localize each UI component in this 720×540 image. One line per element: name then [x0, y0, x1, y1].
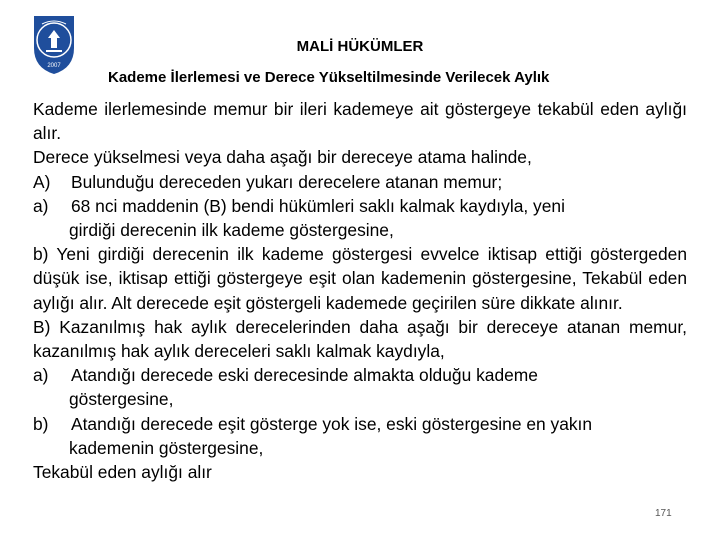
list-item-b-lower: b) Yeni girdiği derecenin ilk kademe göstergesi evvelce iktisap ettiği göstergeden düşük ise, iktisap ettiği göstergeye eşit olan kademenin göstergesine, Tekabül eden aylığı alır. Alt derecede eşit göstergeli kademede geçirilen süre dikkate alınır. [33, 244, 687, 313]
list-continuation: göstergesine, [69, 389, 174, 410]
list-continuation: kademenin göstergesine, [69, 437, 264, 458]
list-item-a-lower [33, 194, 687, 218]
list-text: Atandığı derecede eşit gösterge yok ise, eski göstergesine en yakın [71, 413, 593, 434]
page-number: 171 [655, 508, 672, 519]
list-item-a-upper [33, 170, 687, 194]
list-continuation: girdiği derecenin ilk kademe göstergesine, [69, 220, 394, 241]
list-item-b-a [33, 363, 687, 387]
list-text: Bulunduğu dereceden yukarı derecelere atanan memur; [71, 171, 503, 192]
list-label: b) [33, 413, 49, 434]
list-text: Atandığı derecede eski derecesinde almakta olduğu kademe [71, 365, 538, 386]
list-label: a) [33, 195, 49, 216]
document-body [33, 97, 687, 484]
paragraph-derece: Derece yükselmesi veya daha aşağı bir dereceye atama halinde, [33, 147, 532, 168]
list-item-b-upper: B) Kazanılmış hak aylık derecelerinden daha aşağı bir dereceye atanan memur, kazanılmış hak aylık dereceleri saklı kalmak kaydıyla, [33, 316, 687, 362]
list-label: a) [33, 365, 49, 386]
list-text: 68 nci maddenin (B) bendi hükümleri saklı kalmak kaydıyla, yeni [71, 195, 565, 216]
paragraph-kademe: Kademe ilerlemesinde memur bir ileri kademeye ait göstergeye tekabül eden aylığı alır. [33, 99, 687, 144]
list-item-b-b [33, 412, 687, 436]
page-subtitle: Kademe İlerlemesi ve Derece Yükseltilmesinde Verilecek Aylık [108, 69, 550, 86]
seal-year: 2007 [47, 63, 61, 69]
page-title: MALİ HÜKÜMLER [296, 38, 424, 55]
closing-line: Tekabül eden aylığı alır [33, 462, 212, 483]
list-label: A) [33, 171, 51, 192]
